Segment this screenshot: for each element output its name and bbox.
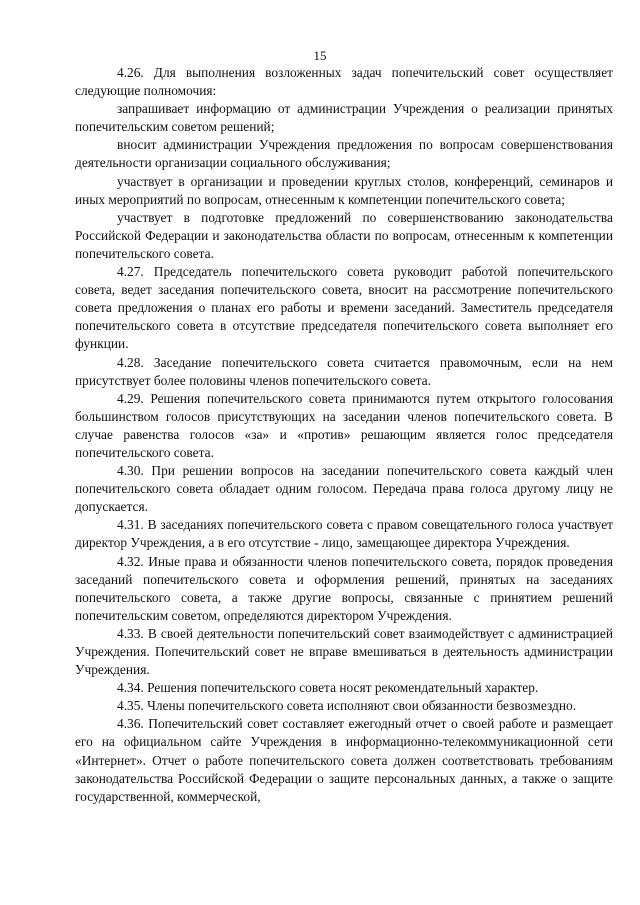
paragraph-legislation: участвует в подготовке предложений по совершенствованию законодательства Российской Федерации и законодательства области по вопросам, отнесенным к компетенции попечительского совета.	[75, 209, 613, 261]
paragraph-request-info: запрашивает информацию от администрации Учреждения о реализации принятых попечительским советом решений;	[75, 101, 613, 135]
paragraph-4-31: 4.31. В заседаниях попечительского совета с правом совещательного голоса участвует директор Учреждения, а в его отсутствие - лицо, замещающее директора Учреждения.	[75, 517, 613, 551]
paragraph-4-35: 4.35. Члены попечительского совета исполняют свои обязанности безвозмездно.	[117, 698, 577, 714]
paragraph-round-tables: участвует в организации и проведении круглых столов, конференций, семинаров и иных мероприятий по вопросам, отнесенным к компетенции попечительского совета;	[75, 173, 613, 207]
document-body	[75, 64, 613, 806]
paragraph-4-26: 4.26. Для выполнения возложенных задач попечительский совет осуществляет следующие полномочия:	[75, 65, 613, 99]
paragraph-4-27: 4.27. Председатель попечительского совета руководит работой попечительского совета, ведет заседания попечительского совета, вносит на рассмотрение попечительского совета предложения о планах его работы и времени заседаний. Заместитель председателя попечительского совета в отсутствие председателя попечительского совета выполняет его функции.	[75, 264, 613, 352]
paragraph-4-34: 4.34. Решения попечительского совета носят рекомендательный характер.	[117, 680, 539, 696]
paragraph-4-28: 4.28. Заседание попечительского совета считается правомочным, если на нем присутствует более половины членов попечительского совета.	[75, 354, 613, 388]
paragraph-4-36: 4.36. Попечительский совет составляет ежегодный отчет о своей работе и размещает его на официальном сайте Учреждения в информационно-телекоммуникационной сети «Интернет». Отчет о работе попечительского совета должен соответствовать требованиям законодательства Российской Федерации о защите персональных данных, а также о защите государственной, коммерческой,	[75, 716, 613, 804]
paragraph-4-29: 4.29. Решения попечительского совета принимаются путем открытого голосования большинством голосов присутствующих на заседании членов попечительского совета. В случае равенства голосов «за» и «против» решающим является голос председателя попечительского совета.	[75, 390, 613, 460]
page-number: 15	[313, 48, 327, 63]
paragraph-4-33: 4.33. В своей деятельности попечительский совет взаимодействует с администрацией Учреждения. Попечительский совет не вправе вмешиваться в деятельность администрации Учреждения.	[75, 625, 613, 678]
paragraph-submit-proposals: вносит администрации Учреждения предложения по вопросам совершенствования деятельности организации социального обслуживания;	[75, 137, 613, 171]
paragraph-4-32: 4.32. Иные права и обязанности членов попечительского совета, порядок проведения заседаний попечительского совета и оформления решений, принятых на заседаниях попечительского совета, а также другие вопросы, связанные с принятием решений попечительским советом, определяются директором Учреждения.	[75, 553, 613, 623]
paragraph-4-30: 4.30. При решении вопросов на заседании попечительского совета каждый член попечительского совета обладает одним голосом. Передача права голоса другому лицу не допускается.	[75, 463, 613, 515]
